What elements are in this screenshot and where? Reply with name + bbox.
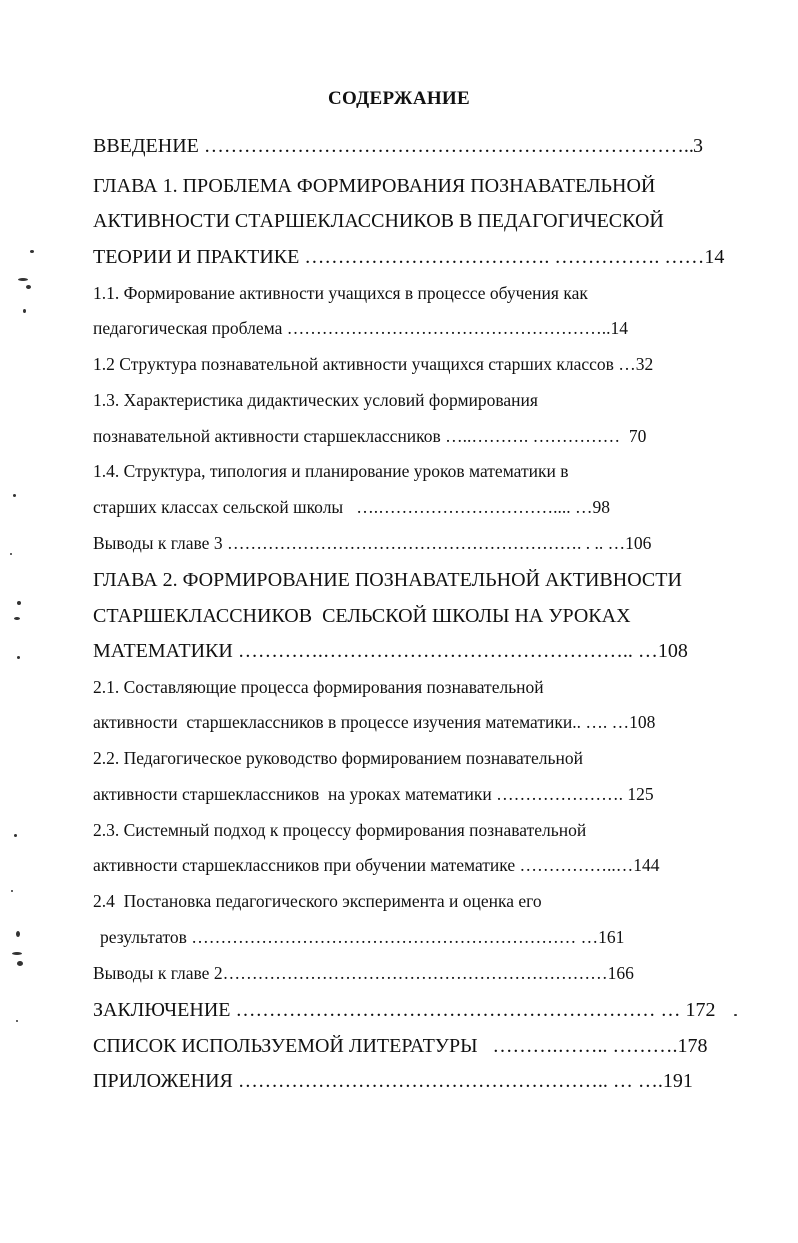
toc-section-1-4-line-1: 1.4. Структура, типология и планирование уроков математики в <box>93 461 569 481</box>
toc-appendices: ПРИЛОЖЕНИЯ ……………………………………………….. … ….191 <box>93 1070 693 1092</box>
toc-section-2-1-line-2: активности старшеклассников в процессе изучения математики.. …. …108 <box>93 712 656 732</box>
toc-page-number: 3 <box>693 135 703 157</box>
toc-section-2-2-line-1: 2.2. Педагогическое руководство формированием познавательной <box>93 748 583 768</box>
toc-chapter-2-line-3: МАТЕМАТИКИ ………….……………………………………….. …108 <box>93 640 688 662</box>
toc-section-2-4-line-1: 2.4 Постановка педагогического эксперимента и оценка его <box>93 891 542 911</box>
toc-section-1-2: 1.2 Структура познавательной активности учащихся старших классов …32 <box>93 354 654 374</box>
scan-speck <box>16 1020 18 1022</box>
toc-section-2-3-line-2: активности старшеклассников при обучении математике ……………..…144 <box>93 855 660 875</box>
page-title: СОДЕРЖАНИЕ <box>328 88 470 109</box>
toc-chapter-2-line-1: ГЛАВА 2. ФОРМИРОВАНИЕ ПОЗНАВАТЕЛЬНОЙ АКТИВНОСТИ <box>93 569 682 591</box>
toc-section-2-3-line-1: 2.3. Системный подход к процессу формирования познавательной <box>93 820 587 840</box>
scan-speck <box>16 931 20 937</box>
toc-bibliography: СПИСОК ИСПОЛЬЗУЕМОЙ ЛИТЕРАТУРЫ ……….…….. ……….178 <box>93 1035 708 1057</box>
scan-speck <box>17 656 20 659</box>
scan-speck <box>26 285 31 289</box>
scan-speck <box>734 1014 737 1016</box>
scan-speck <box>30 250 34 253</box>
toc-entry-introduction: ВВЕДЕНИЕ ……………………………………………………………….. <box>93 135 694 157</box>
toc-section-1-3-line-1: 1.3. Характеристика дидактических условий формирования <box>93 390 538 410</box>
scan-speck <box>11 890 13 892</box>
toc-section-1-1-line-1: 1.1. Формирование активности учащихся в процессе обучения как <box>93 283 588 303</box>
toc-chapter-2-line-2: СТАРШЕКЛАССНИКОВ СЕЛЬСКОЙ ШКОЛЫ НА УРОКАХ <box>93 605 631 627</box>
scan-speck <box>13 494 16 497</box>
toc-chapter-1-line-2: АКТИВНОСТИ СТАРШЕКЛАССНИКОВ В ПЕДАГОГИЧЕСКОЙ <box>93 210 664 232</box>
toc-section-2-4-line-2: результатов ………………………………………………………… …161 <box>100 927 625 947</box>
scan-speck <box>12 952 22 955</box>
scan-speck <box>14 834 17 837</box>
toc-chapter-1-line-3: ТЕОРИИ И ПРАКТИКЕ ………………………………. ……………. ……14 <box>93 246 725 268</box>
scan-speck <box>17 601 21 605</box>
scan-speck <box>14 617 20 620</box>
toc-section-1-4-line-2: старших классах сельской школы ….………………………….... …98 <box>93 497 611 517</box>
toc-section-2-2-line-2: активности старшеклассников на уроках математики …………………. 125 <box>93 784 654 804</box>
scan-speck <box>10 553 12 555</box>
toc-chapter-1-line-1: ГЛАВА 1. ПРОБЛЕМА ФОРМИРОВАНИЯ ПОЗНАВАТЕЛЬНОЙ <box>93 175 656 197</box>
toc-section-1-3-line-2: познавательной активности старшеклассников …..………. …………… 70 <box>93 426 647 446</box>
scan-speck <box>18 278 28 281</box>
toc-conclusion: ЗАКЛЮЧЕНИЕ ……………………………………………………… … 172 <box>93 999 716 1021</box>
scan-speck <box>17 961 23 966</box>
toc-section-1-1-line-2: педагогическая проблема ………………………………………………..14 <box>93 318 628 338</box>
toc-conclusions-chapter-2: Выводы к главе 2…………………………………………………………166 <box>93 963 634 983</box>
toc-section-2-1-line-1: 2.1. Составляющие процесса формирования познавательной <box>93 677 544 697</box>
scan-speck <box>23 309 26 313</box>
toc-conclusions-chapter-1: Выводы к главе 3 ……………………………………………………. . .. …106 <box>93 533 652 553</box>
